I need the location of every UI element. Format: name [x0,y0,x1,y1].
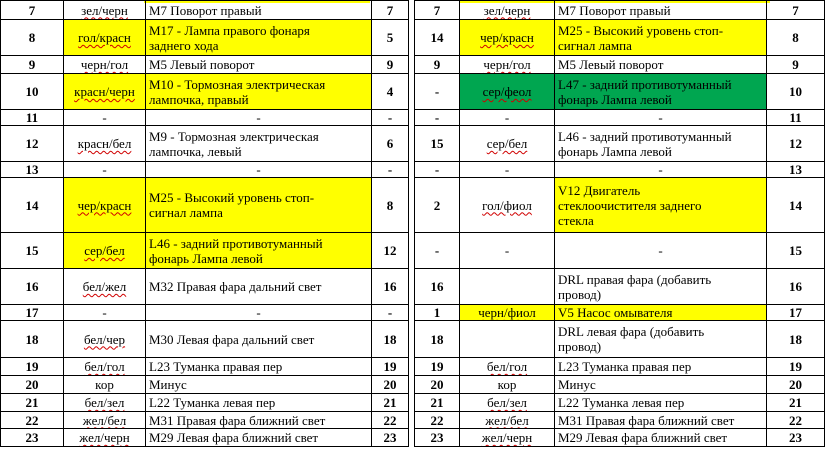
wire-color-cell [64,305,146,321]
table-row [415,162,825,178]
description-cell [555,305,767,321]
description-line: лампочка, левый [149,143,242,159]
description-cell [555,233,767,269]
wire-color-cell [460,110,555,126]
pin-b-cell: 18 [372,321,409,358]
description-line: Минус [558,377,596,392]
pin-b-cell: 4 [372,74,409,110]
description-line: L22 Туманка левая пер [149,395,276,410]
description-cell [555,394,767,412]
table-row [415,305,825,321]
pin-a-cell: 7 [415,1,460,20]
wire-color-cell [64,233,146,269]
wire-color-text: бел/зел [487,395,527,410]
description-line: M25 - Высокий уровень стоп- [149,190,315,205]
pin-b-cell: 19 [372,358,409,376]
description-line: сигнал лампа [558,37,632,53]
description-cell [555,178,767,233]
description-line: фонарь Лампа левой [149,250,263,266]
pin-b-cell: - [372,110,409,126]
right-table-body [415,1,825,447]
wire-color-text: красн/черн [74,84,135,99]
wire-color-cell [64,412,146,429]
pin-b-cell: 6 [372,126,409,162]
pin-a-cell: 15 [415,126,460,162]
pin-b-cell: 10 [767,74,825,110]
description-cell [146,269,372,305]
wire-color-cell [460,305,555,321]
description-cell [146,20,372,56]
wire-color-cell [460,56,555,74]
pin-a-cell: 7 [1,1,64,20]
pin-b-cell: 11 [767,110,825,126]
pin-a-cell: 10 [1,74,64,110]
table-row [1,376,409,394]
description-line: - [658,162,663,177]
wire-color-text: черн/гол [483,57,531,72]
description-line: Минус [149,377,187,392]
description-line: L46 - задний противотуманный [558,128,732,144]
wire-color-cell [64,74,146,110]
description-cell [146,321,372,358]
pin-b-cell: 7 [767,1,825,20]
description-line: L47 - задний противотуманный [558,76,732,92]
pin-a-cell: 22 [415,412,460,429]
description-cell [146,429,372,447]
table-row [1,305,409,321]
wire-color-text: - [102,110,107,125]
table-row [415,269,825,305]
pin-a-cell: 20 [1,376,64,394]
pin-b-cell: - [372,305,409,321]
pin-b-cell: 7 [372,1,409,20]
wire-color-text: зел/черн [483,2,531,18]
pin-b-cell: 12 [767,126,825,162]
wire-color-cell [460,233,555,269]
table-row [415,178,825,233]
wire-color-cell [64,110,146,126]
table-row [1,126,409,162]
pin-a-cell: 12 [1,126,64,162]
pin-b-cell: 21 [767,394,825,412]
table-row [1,412,409,429]
pin-a-cell: 13 [1,162,64,178]
description-cell [555,358,767,376]
description-line: M17 - Лампа правого фонаря [149,22,310,38]
description-cell [555,429,767,447]
description-line: M25 - Высокий уровень стоп- [558,22,724,38]
description-cell [555,162,767,178]
pin-b-cell: 23 [372,429,409,447]
wire-color-cell [64,162,146,178]
table-row [1,20,409,56]
wire-color-text: жел/бел [485,412,529,428]
wire-color-cell [64,178,146,233]
pin-a-cell: 14 [1,178,64,233]
table-row [415,110,825,126]
description-line: фонарь Лампа левой [558,91,672,107]
description-cell [146,110,372,126]
description-cell [555,110,767,126]
pin-a-cell: 2 [415,178,460,233]
table-row [415,1,825,20]
pin-a-cell: - [415,110,460,126]
pin-a-cell: 8 [1,20,64,56]
wire-color-cell [460,321,555,358]
description-line: DRL левая фара (добавить [558,324,705,339]
description-line: M30 Левая фара дальний свет [149,331,315,347]
pin-b-cell: 20 [767,376,825,394]
description-line: заднего хода [149,37,219,53]
pin-a-cell: 21 [415,394,460,412]
wire-color-text: - [102,305,107,320]
table-row [415,20,825,56]
table-row [1,1,409,20]
wire-color-text: чер/красн [480,30,534,45]
description-cell [555,376,767,394]
wire-color-cell [64,1,146,20]
table-row [1,321,409,358]
pin-a-cell: 16 [415,269,460,305]
description-line: V5 Насос омывателя [558,305,673,320]
pin-a-cell: 18 [415,321,460,358]
table-row [415,412,825,429]
description-cell [146,74,372,110]
description-cell [146,56,372,74]
description-cell [555,20,767,56]
wire-color-text: - [504,110,510,125]
pin-a-cell: 22 [1,412,64,429]
description-line: M5 Левый поворот [149,57,255,72]
wire-color-text: жел/черн [79,430,130,445]
table-row [1,429,409,447]
description-line: M31 Правая фара ближний свет [149,412,326,428]
wire-color-text: зел/черн [81,2,128,18]
description-cell [555,74,767,110]
pin-b-cell: 9 [372,56,409,74]
description-cell [555,412,767,429]
wire-color-cell [460,20,555,56]
wire-color-text: сер/бел [486,136,528,151]
table-row [1,110,409,126]
wire-color-text: гол/красн [78,30,131,45]
wire-color-text: жел/черн [481,430,533,445]
table-row [415,56,825,74]
table-row [415,233,825,269]
description-line: сигнал лампа [149,205,223,220]
right-pinout-table [414,0,825,447]
table-row [1,162,409,178]
pin-b-cell: 13 [767,162,825,178]
wire-color-cell [460,1,555,20]
table-row [1,74,409,110]
wire-color-text: жел/бел [82,412,127,428]
table-row [415,358,825,376]
description-cell [146,376,372,394]
description-line: - [256,162,261,177]
pin-b-cell: 16 [767,269,825,305]
description-line: L46 - задний противотуманный [149,235,323,251]
pin-b-cell: 5 [372,20,409,56]
pin-b-cell: 22 [767,412,825,429]
wire-color-text: - [504,162,510,177]
wire-color-text: бел/гол [84,359,125,374]
wire-color-cell [64,269,146,305]
description-line: - [256,305,261,320]
table-row [415,429,825,447]
wire-color-text: черн/фиол [478,305,536,320]
pin-b-cell: 16 [372,269,409,305]
pin-a-cell: 15 [1,233,64,269]
pin-b-cell: - [372,162,409,178]
left-pinout-table [0,0,409,447]
pin-a-cell: 18 [1,321,64,358]
wire-color-cell [64,394,146,412]
description-cell [146,305,372,321]
pin-a-cell: 23 [415,429,460,447]
pin-a-cell: 1 [415,305,460,321]
wire-color-text: кор [497,377,517,392]
wire-color-cell [460,394,555,412]
wire-color-cell [460,126,555,162]
description-line: M10 - Тормозная электрическая [149,76,326,92]
pin-a-cell: 19 [1,358,64,376]
table-row [1,358,409,376]
table-row [415,321,825,358]
description-cell [555,321,767,358]
table-row [415,126,825,162]
wire-color-text: - [504,243,510,258]
wire-color-text: бел/гол [486,359,528,374]
description-cell [555,56,767,74]
description-line: M29 Левая фара ближний свет [558,430,728,445]
wire-color-text: бел/зел [84,395,125,410]
pin-b-cell: 22 [372,412,409,429]
description-line: провод) [558,286,602,302]
pin-b-cell: 9 [767,56,825,74]
wire-color-cell [460,162,555,178]
wire-color-cell [460,376,555,394]
wire-color-text: - [102,162,107,177]
pin-a-cell: 9 [1,56,64,74]
description-cell [146,162,372,178]
pin-b-cell: 8 [372,178,409,233]
pin-a-cell: - [415,74,460,110]
description-line: - [658,243,663,258]
description-cell [555,1,767,20]
wire-color-cell [460,269,555,305]
table-row [415,74,825,110]
description-line: - [658,110,663,125]
wire-color-text: кор [95,377,114,392]
pin-a-cell: 21 [1,394,64,412]
description-cell [146,126,372,162]
description-line: L23 Туманка правая пер [149,359,283,374]
description-line: L22 Туманка левая пер [558,395,685,410]
description-cell [146,233,372,269]
wire-color-text: красн/бел [77,136,132,151]
pin-b-cell: 18 [767,321,825,358]
wire-color-text: сер/феол [482,84,532,99]
description-line: провод) [558,339,602,354]
pin-b-cell: 8 [767,20,825,56]
wire-color-cell [64,321,146,358]
description-line: M7 Поворот правый [558,2,671,18]
description-cell [555,269,767,305]
wire-color-cell [460,412,555,429]
pin-a-cell: 16 [1,269,64,305]
description-line: стеклоочистителя заднего [558,197,702,213]
description-line: M29 Левая фара ближний свет [149,430,319,445]
table-row [1,269,409,305]
pin-b-cell: 19 [767,358,825,376]
description-line: M9 - Тормозная электрическая [149,128,319,144]
description-cell [146,412,372,429]
description-line: V12 Двигатель [558,182,641,198]
wire-color-cell [460,74,555,110]
table-row [1,178,409,233]
pin-a-cell: - [415,162,460,178]
wire-color-cell [64,358,146,376]
pin-a-cell: 19 [415,358,460,376]
table-row [415,376,825,394]
description-line: M5 Левый поворот [558,57,664,72]
wire-color-cell [460,178,555,233]
description-cell [146,1,372,20]
wire-color-text: бел/чер [83,331,126,347]
left-table-body [1,1,409,447]
pin-a-cell: 23 [1,429,64,447]
description-cell [146,358,372,376]
description-line: M31 Правая фара ближний свет [558,412,735,428]
description-cell [146,394,372,412]
wire-color-cell [460,429,555,447]
wire-color-cell [64,376,146,394]
description-line: DRL правая фара (добавить [558,271,712,287]
wire-color-text: черн/гол [80,57,129,72]
description-line: лампочка, правый [149,91,249,107]
pin-b-cell: 23 [767,429,825,447]
wire-color-cell [64,429,146,447]
pin-a-cell: 11 [1,110,64,126]
wire-color-cell [64,126,146,162]
description-line: M32 Правая фара дальний свет [149,279,322,294]
pin-b-cell: 17 [767,305,825,321]
pin-a-cell: 9 [415,56,460,74]
pin-b-cell: 20 [372,376,409,394]
table-row [1,394,409,412]
description-line: L23 Туманка правая пер [558,359,692,374]
wire-color-text: гол/фиол [482,197,532,213]
description-cell [555,126,767,162]
pin-a-cell: 17 [1,305,64,321]
description-line: - [256,110,261,125]
wire-color-text: бел/жел [82,279,127,294]
pin-a-cell: - [415,233,460,269]
pin-b-cell: 15 [767,233,825,269]
description-line: стекла [558,212,594,228]
pin-b-cell: 14 [767,178,825,233]
wire-color-cell [64,20,146,56]
pin-a-cell: 20 [415,376,460,394]
wire-color-text: чер/красн [77,197,132,213]
table-row [1,56,409,74]
pin-a-cell: 14 [415,20,460,56]
description-line: M7 Поворот правый [149,2,262,18]
wire-color-cell [460,358,555,376]
wire-color-cell [64,56,146,74]
table-row [1,233,409,269]
description-cell [146,178,372,233]
pin-b-cell: 21 [372,394,409,412]
wire-color-text: сер/бел [84,243,125,258]
table-row [415,394,825,412]
pin-b-cell: 12 [372,233,409,269]
description-line: фонарь Лампа левой [558,143,672,159]
